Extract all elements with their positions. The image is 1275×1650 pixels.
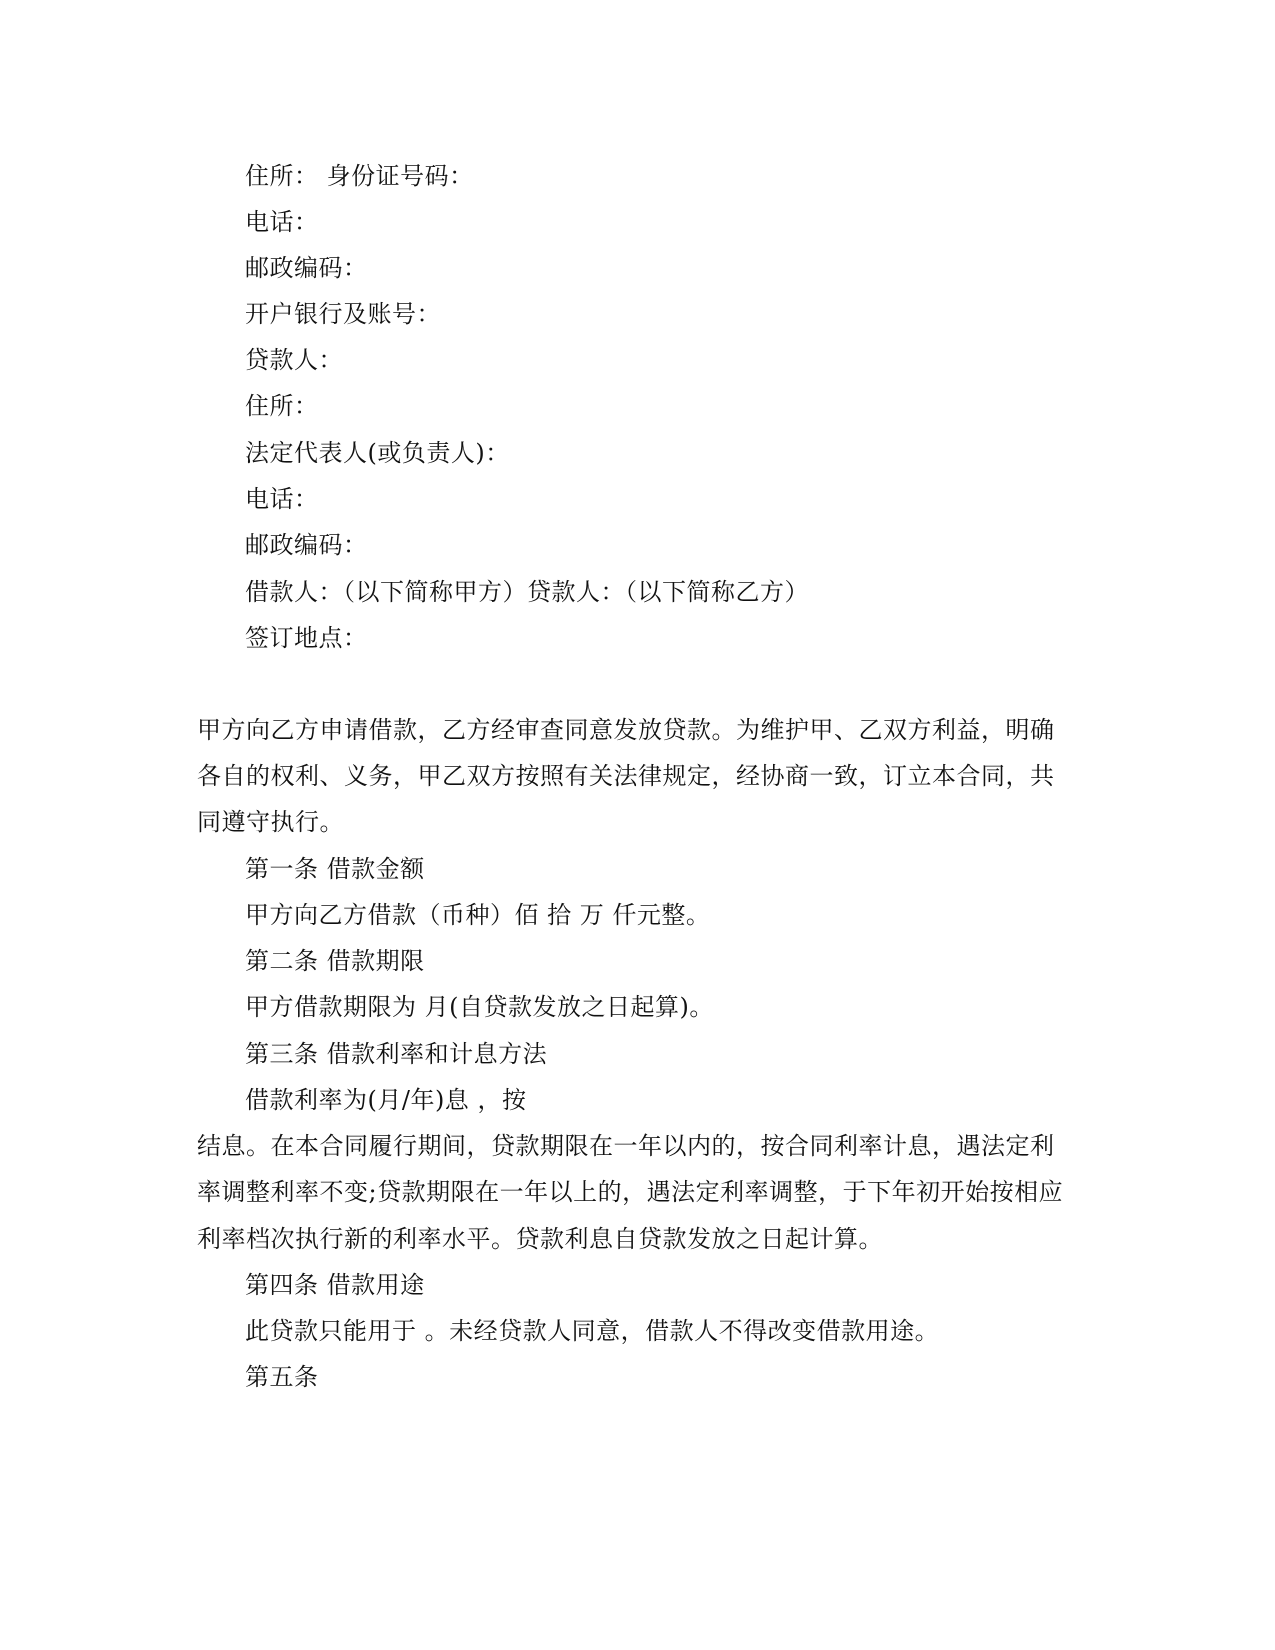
address-id-line: 住所： 身份证号码：: [245, 162, 474, 190]
preamble-line-1: 甲方向乙方申请借款，乙方经审查同意发放贷款。为维护甲、乙双方利益，明确: [197, 716, 1055, 744]
article-1-body: 甲方向乙方借款（币种）佰 拾 万 仟元整。: [245, 901, 711, 929]
bank-account-line: 开户银行及账号：: [245, 300, 441, 328]
parties-line: 借款人：（以下简称甲方）贷款人：（以下简称乙方）: [245, 578, 809, 606]
article-5-title: 第五条: [245, 1363, 319, 1391]
lender-line: 贷款人：: [245, 346, 343, 374]
postcode-line: 邮政编码：: [245, 254, 368, 282]
article-2-title: 第二条 借款期限: [245, 947, 425, 975]
legal-rep-line: 法定代表人(或负责人)：: [245, 439, 510, 467]
phone-line: 电话：: [245, 208, 319, 236]
article-4-title: 第四条 借款用途: [245, 1271, 425, 1299]
lender-phone-line: 电话：: [245, 485, 319, 513]
lender-address-line: 住所：: [245, 392, 319, 420]
article-3-body-line-2: 率调整利率不变;贷款期限在一年以上的，遇法定利率调整，于下年初开始按相应: [197, 1178, 1064, 1206]
article-3-body-first: 借款利率为(月/年)息 ，按: [245, 1086, 527, 1114]
lender-postcode-line: 邮政编码：: [245, 531, 368, 559]
article-2-body: 甲方借款期限为 月(自贷款发放之日起算)。: [245, 993, 714, 1021]
article-1-title: 第一条 借款金额: [245, 855, 425, 883]
article-3-body-line-3: 利率档次执行新的利率水平。贷款利息自贷款发放之日起计算。: [197, 1225, 883, 1253]
signing-place-line: 签订地点：: [245, 624, 368, 652]
preamble-line-3: 同遵守执行。: [197, 808, 344, 836]
article-3-body-line-1: 结息。在本合同履行期间，贷款期限在一年以内的，按合同利率计息，遇法定利: [197, 1132, 1055, 1160]
preamble-line-2: 各自的权利、义务，甲乙双方按照有关法律规定，经协商一致，订立本合同，共: [197, 762, 1055, 790]
article-4-body: 此贷款只能用于 。未经贷款人同意，借款人不得改变借款用途。: [245, 1317, 940, 1345]
article-3-title: 第三条 借款利率和计息方法: [245, 1040, 548, 1068]
